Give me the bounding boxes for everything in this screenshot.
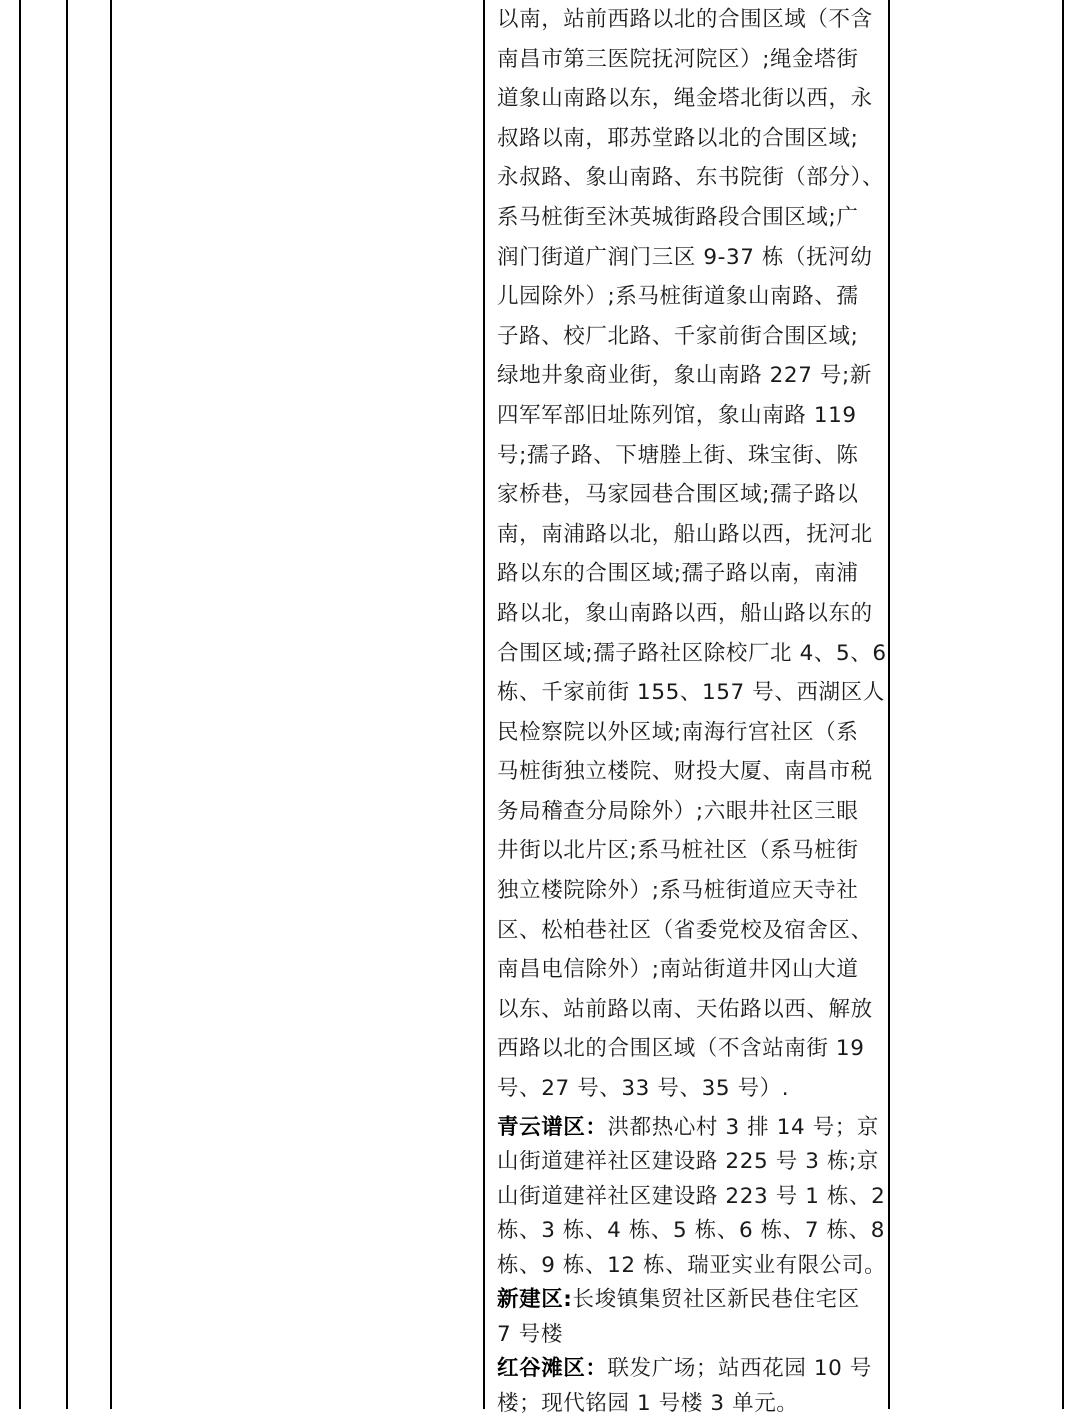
- risk-area-cell: [497, 0, 887, 1421]
- district-area-line: 号;孺子路、下塘塍上街、珠宝街、陈: [497, 442, 859, 468]
- district-area-line: 以南，站前西路以北的合围区域（不含: [497, 7, 873, 32]
- district-area-line: 路以东的合围区域;孺子路以南，南浦: [497, 561, 859, 587]
- honggutan-label: 红谷滩区：: [497, 1356, 608, 1382]
- district-area-line: 润门街道广润门三区 9-37 栋（抚河幼: [497, 244, 873, 270]
- qingyunpu-section: [497, 1111, 887, 1284]
- district-area-line: 民检察院以外区域;南海行宫社区（系: [497, 719, 859, 745]
- qingyunpu-label: 青云谱区：: [497, 1114, 608, 1140]
- district-area-line: 儿园除外）;系马桩街道象山南路、孺: [497, 284, 859, 310]
- table-column-divider-3: [483, 0, 485, 1409]
- district-area-line: 号、27 号、33 号、35 号）.: [497, 1076, 790, 1102]
- xinjian-line: 7 号楼: [497, 1321, 563, 1347]
- xinjian-section: [497, 1283, 879, 1352]
- table-column-divider-1: [66, 0, 68, 1409]
- district-area-line: 西路以北的合围区域（不含站南街 19: [497, 1036, 865, 1062]
- district-area-line: 独立楼院除外）;系马桩街道应天寺社: [497, 878, 859, 904]
- qingyunpu-line: 洪都热心村 3 排 14 号；京: [607, 1114, 879, 1140]
- district-area-line: 四军军部旧址陈列馆，象山南路 119: [497, 402, 857, 428]
- district-area-line: 井街以北片区;系马桩社区（系马桩街: [497, 838, 859, 864]
- district-area-paragraph: [497, 0, 887, 1109]
- table-border-left: [19, 0, 21, 1409]
- qingyunpu-line: 栋、9 栋、12 栋、瑞亚实业有限公司。: [497, 1252, 887, 1278]
- district-area-line: 家桥巷，马家园巷合围区域;孺子路以: [497, 482, 859, 508]
- qingyunpu-line: 山街道建祥社区建设路 223 号 1 栋、2: [497, 1183, 886, 1209]
- table-border-right: [1062, 0, 1064, 1409]
- xinjian-label: 新建区:: [497, 1287, 573, 1313]
- honggutan-line: 楼；现代铭园 1 号楼 3 单元。: [497, 1390, 799, 1416]
- district-area-line: 绿地井象商业街，象山南路 227 号;新: [497, 363, 872, 389]
- district-area-line: 永叔路、象山南路、东书院街（部分）、: [497, 165, 885, 191]
- district-area-line: 南昌电信除外）;南站街道井冈山大道: [497, 957, 859, 983]
- district-area-line: 系马桩街至沐英城街路段合围区域;广: [497, 204, 859, 230]
- district-area-line: 路以北，象山南路以西，船山路以东的: [497, 600, 873, 626]
- table-column-divider-2: [110, 0, 112, 1409]
- table-column-divider-4: [888, 0, 890, 1409]
- district-area-line: 南昌市第三医院抚河院区）;绳金塔街: [497, 46, 859, 72]
- district-area-line: 马桩街独立楼院、财投大厦、南昌市税: [497, 759, 873, 785]
- district-area-line: 合围区域;孺子路社区除校厂北 4、5、6: [497, 640, 887, 666]
- qingyunpu-line: 栋、3 栋、4 栋、5 栋、6 栋、7 栋、8: [497, 1218, 886, 1244]
- district-area-line: 栋、千家前街 155、157 号、西湖区人: [497, 680, 885, 706]
- district-area-line: 子路、校厂北路、千家前街合围区域;: [497, 323, 859, 349]
- qingyunpu-line: 山街道建祥社区建设路 225 号 3 栋;京: [497, 1149, 879, 1175]
- honggutan-section: [497, 1352, 879, 1421]
- district-area-line: 叔路以南，耶苏堂路以北的合围区域;: [497, 125, 859, 151]
- district-area-line: 道象山南路以东，绳金塔北街以西，永: [497, 86, 873, 112]
- xinjian-line: 长埈镇集贸社区新民巷住宅区: [572, 1287, 860, 1313]
- district-area-line: 务局稽查分局除外）;六眼井社区三眼: [497, 798, 859, 824]
- district-area-line: 区、松柏巷社区（省委党校及宿舍区、: [497, 917, 873, 943]
- honggutan-line: 联发广场；站西花园 10 号: [607, 1356, 872, 1382]
- district-area-line: 以东、站前路以南、天佑路以西、解放: [497, 996, 873, 1022]
- district-area-line: 南，南浦路以北，船山路以西，抚河北: [497, 521, 873, 547]
